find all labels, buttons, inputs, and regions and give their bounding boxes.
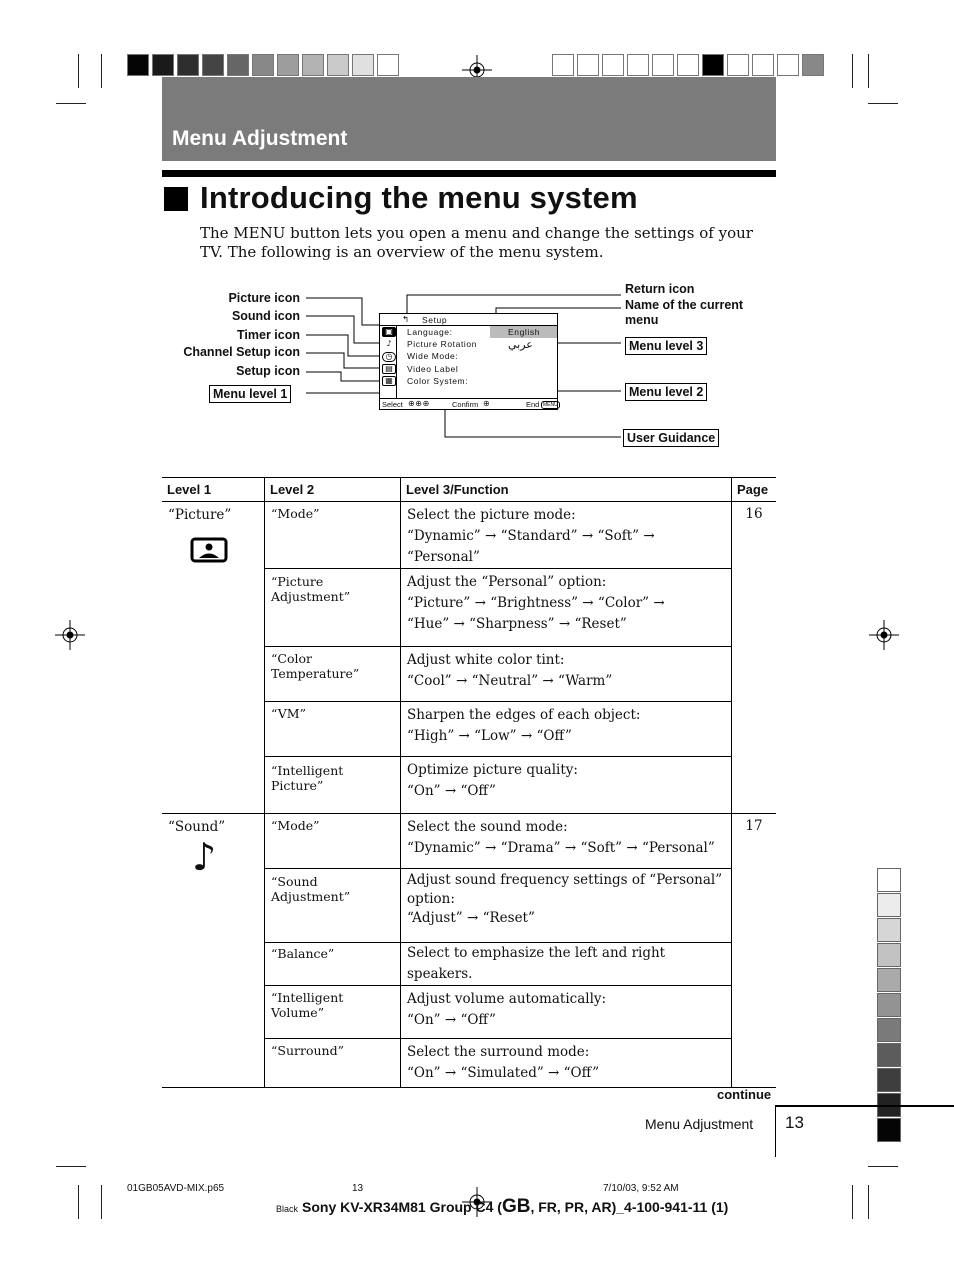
osd-item-color-system: Color System: <box>407 376 469 386</box>
level3-intelligent-picture: Optimize picture quality: “On” → “Off” <box>401 757 732 814</box>
page-sound: 17 <box>732 814 777 1088</box>
osd-footer-end: End <box>526 400 540 409</box>
page-title: Introducing the menu system <box>200 180 638 215</box>
crop-mark <box>78 1185 79 1219</box>
confirm-key-icon: ⊕ <box>483 399 491 408</box>
header-level-1: Level 1 <box>162 478 265 502</box>
return-icon-label: Return icon <box>625 282 695 296</box>
level3-surround: Select the surround mode: “On” → “Simulated” → “Off” <box>401 1039 732 1088</box>
level3-vm: Sharpen the edges of each object: “High” → “Low” → “Off” <box>401 702 732 757</box>
osd-footer-select: Select <box>382 400 403 409</box>
black-plate-label: Black <box>276 1204 299 1214</box>
menu-level-2-label: Menu level 2 <box>625 383 707 401</box>
file-page: 13 <box>352 1183 364 1194</box>
level2-intelligent-volume: “Intelligent Volume” <box>265 986 401 1039</box>
user-guidance-label: User Guidance <box>623 429 719 447</box>
level3-picture-adjustment: Adjust the “Personal” option: “Picture” → “Brightness” → “Color” → “Hue” → “Sharpness” → “Reset” <box>401 569 732 647</box>
level2-sound-mode: “Mode” <box>265 814 401 869</box>
timer-icon: ◷ <box>382 352 396 362</box>
osd-item-picture-rotation: Picture Rotation <box>407 339 478 349</box>
osd-value-english: English <box>508 327 541 337</box>
level2-picture-adjustment: “Picture Adjustment” <box>265 569 401 647</box>
level3-picture-mode: Select the picture mode: “Dynamic” → “Standard” → “Soft” → “Personal” <box>401 502 732 569</box>
picture-icon <box>190 537 230 565</box>
header-level-2: Level 2 <box>265 478 401 502</box>
crop-mark <box>56 1166 86 1167</box>
continue-label: continue <box>717 1087 772 1102</box>
level2-balance: “Balance” <box>265 943 401 986</box>
level2-sound-adjustment: “Sound Adjustment” <box>265 869 401 943</box>
osd-item-video-label: Video Label <box>407 364 459 374</box>
sound-icon: ♪ <box>382 340 396 350</box>
level3-color-temperature: Adjust white color tint: “Cool” → “Neutral” → “Warm” <box>401 647 732 702</box>
channel-setup-icon-label: Channel Setup icon <box>183 345 300 359</box>
level3-intelligent-volume: Adjust volume automatically: “On” → “Off” <box>401 986 732 1039</box>
page-number: 13 <box>785 1113 804 1132</box>
osd-value-arabic: عربي <box>508 339 533 351</box>
level2-picture-mode: “Mode” <box>265 502 401 569</box>
picture-icon: ▣ <box>382 327 396 337</box>
current-menu-name-label: Name of the current menu <box>625 298 744 327</box>
level2-intelligent-picture: “Intelligent Picture” <box>265 757 401 814</box>
page-picture: 16 <box>732 502 777 814</box>
level3-sound-mode: Select the sound mode: “Dynamic” → “Drama” → “Soft” → “Personal” <box>401 814 732 869</box>
footer-rule <box>775 1105 954 1107</box>
level2-color-temperature: “Color Temperature” <box>265 647 401 702</box>
model-line: Sony KV-XR34M81 Group C4 (GB, FR, PR, AR)_4-100-941-11 (1) <box>302 1196 729 1217</box>
sound-icon: ♪ <box>192 835 217 879</box>
registration-mark-icon <box>869 620 899 650</box>
crop-mark <box>101 1185 102 1219</box>
footer-section: Menu Adjustment <box>645 1116 754 1132</box>
crop-mark <box>868 1185 869 1219</box>
footer-vertical-rule <box>775 1107 776 1157</box>
level1-picture-cell <box>162 502 265 814</box>
registration-mark-icon <box>55 620 85 650</box>
menu-key-icon: MENU <box>543 402 558 408</box>
crop-mark <box>868 1166 898 1167</box>
timestamp: 7/10/03, 9:52 AM <box>603 1183 679 1194</box>
setup-icon: ▦ <box>382 376 396 386</box>
section-title: Menu Adjustment <box>172 127 348 150</box>
sound-icon-label: Sound icon <box>231 309 300 323</box>
menu-overview-table <box>162 477 776 1088</box>
osd-item-language: Language: <box>407 327 453 337</box>
osd-menu-screen <box>379 313 558 410</box>
intro-paragraph: The MENU button lets you open a menu and change the settings of your TV. The following is an overview of the menu system. <box>200 224 753 261</box>
level2-vm: “VM” <box>265 702 401 757</box>
osd-title: Setup <box>422 315 448 325</box>
level2-surround: “Surround” <box>265 1039 401 1088</box>
file-name: 01GB05AVD-MIX.p65 <box>127 1183 225 1194</box>
crop-mark <box>852 1185 853 1219</box>
timer-icon-label: Timer icon <box>237 328 300 342</box>
level1-picture: “Picture” <box>168 507 232 523</box>
header-page: Page <box>732 478 777 502</box>
osd-footer-confirm: Confirm <box>452 400 479 409</box>
menu-level-1-label: Menu level 1 <box>209 385 291 403</box>
header-level-3: Level 3/Function <box>401 478 732 502</box>
table-row <box>162 814 776 869</box>
menu-level-3-label: Menu level 3 <box>625 337 707 355</box>
level3-balance: Select to emphasize the left and right speakers. <box>401 943 732 986</box>
return-icon: ↰ <box>402 314 410 324</box>
level3-sound-adjustment: Adjust sound frequency settings of “Personal” option: “Adjust” → “Reset” <box>401 869 732 943</box>
osd-item-wide-mode: Wide Mode: <box>407 351 459 361</box>
level1-sound: “Sound” <box>168 819 226 835</box>
channel-setup-icon: ▤ <box>382 364 396 374</box>
select-keys-icon: ⊕⊕⊕ <box>408 399 430 408</box>
level1-sound-cell <box>162 814 265 1088</box>
setup-icon-label: Setup icon <box>236 364 300 378</box>
picture-icon-label: Picture icon <box>228 291 300 305</box>
table-row <box>162 502 776 569</box>
